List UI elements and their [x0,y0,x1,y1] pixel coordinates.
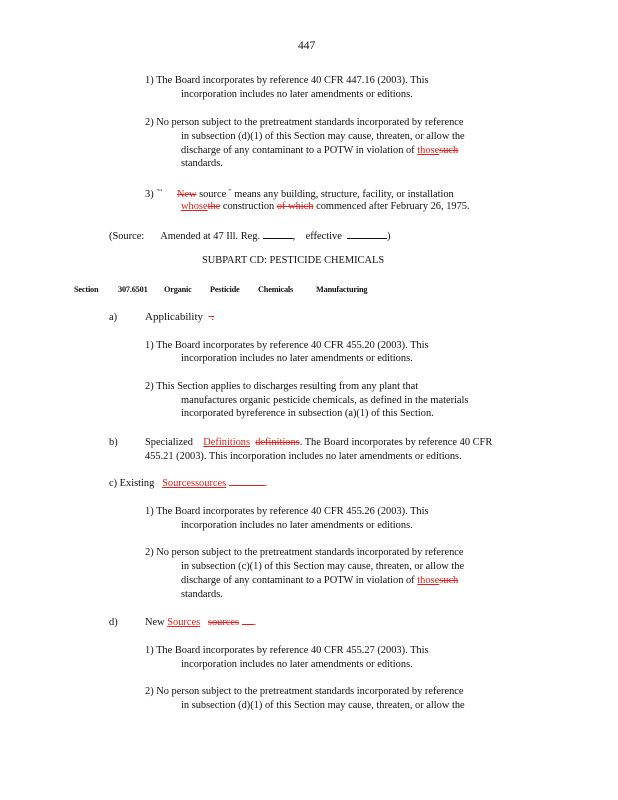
deleted-text: such [439,145,459,156]
a-p2-line2: manufactures organic pesticide chemicals, as defined in the materials [181,395,469,406]
d-marker: d) [109,617,118,628]
c-p2-line3-text: discharge of any contaminant to a POTW in violation of [181,575,418,586]
c-p1-line2: incorporation includes no later amendments or editions. [181,520,413,531]
section-number: 307.6501 [118,285,148,294]
c-p2-line1: 2) No person subject to the pretreatment standards incorporated by reference [145,547,464,558]
para2-line3-text: discharge of any contaminant to a POTW in violation of [181,145,418,156]
a-p2-line3: incorporated byreference in subsection (a)(1) of this Section. [181,408,434,419]
page-number: 447 [298,40,316,52]
deleted-text: the [207,201,221,212]
inserted-text: Definitions [203,437,251,448]
deleted-mark: . [208,311,215,323]
c-p2-line2: in subsection (c)(1) of this Section may cause, threaten, or allow the [181,561,465,572]
subpart-heading: SUBPART CD: PESTICIDE CHEMICALS [202,255,385,266]
para3-line1-a: source [196,189,229,200]
deleted-text-2: of which [276,201,314,212]
para3-number: 3) [145,189,157,200]
inserted-text: whose [181,201,208,212]
d-p2-line2: in subsection (d)(1) of this Section may cause, threaten, or allow the [181,700,465,711]
source-label: (Source: [109,231,145,242]
para3-line2 [181,200,470,213]
b-rest: . The Board incorporates by reference 40 CFR [299,437,493,448]
a-p2-line1: 2) This Section applies to discharges resulting from any plant that [145,381,419,392]
deleted-dash [229,479,265,486]
inserted-text: those [417,575,440,586]
b-marker: b) [109,437,118,448]
c-heading: c) Existing Sourcessources . [109,478,268,489]
para2-line4: standards. [181,158,223,169]
d-p1-line2: incorporation includes no later amendments or editions. [181,659,413,670]
para3-line1 [145,186,454,201]
para2-line1: 2) No person subject to the pretreatment standards incorporated by reference [145,117,464,128]
b-line2: 455.21 (2003). This incorporation includes no later amendments or editions. [145,451,462,462]
d-word: New [145,617,168,628]
source-blank-1 [263,228,293,239]
para3-line2-b: commenced after February 26, 1975. [313,201,470,212]
quote-mark-2: " [228,188,232,196]
source-blank-2 [347,228,387,239]
section-word-2: Pesticide [210,285,240,294]
b-word: Specialized [145,437,193,448]
a-marker: a) [109,312,118,323]
deleted-dash [242,618,254,625]
para3-line1-b: means any building, structure, facility, or installation [231,189,454,200]
d-p1-line1: 1) The Board incorporates by reference 40 CFR 455.27 (2003). This [145,645,429,656]
a-title-text: Applicability [145,311,204,323]
d-p2-line1: 2) No person subject to the pretreatment standards incorporated by reference [145,686,464,697]
d-heading: New Sources sources . [145,617,257,628]
section-word-1: Organic [164,285,192,294]
a-title [145,311,214,324]
deleted-text: New [176,189,197,200]
para1-line1: 1) The Board incorporates by reference 40 CFR 447.16 (2003). This [145,75,429,86]
deleted-text: sources [207,617,240,628]
c-heading-text: c) Existing [109,478,157,489]
section-word-3: Chemicals [258,285,294,294]
para2-line3 [181,144,458,157]
section-heading [74,285,98,294]
source-note: (Source: Amended at 47 Ill. Reg. , effective ) [109,228,390,243]
quote-mark: "“ [156,188,163,196]
inserted-text: those [417,145,440,156]
deleted-text: such [439,575,459,586]
source-amended: Amended at 47 Ill. Reg. [160,231,261,242]
inserted-text: Sourcessources [162,478,227,489]
a-p1-line1: 1) The Board incorporates by reference 40 CFR 455.20 (2003). This [145,340,429,351]
c-p2-line3 [181,574,458,587]
source-effective: effective [305,231,342,242]
section-word-4: Manufacturing [316,285,368,294]
para3-line2-a: construction [220,201,277,212]
inserted-text: Sources [167,617,201,628]
c-p2-line4: standards. [181,589,223,600]
para1-line2: incorporation includes no later amendments or editions. [181,89,413,100]
deleted-text: definitions [255,437,300,448]
a-p1-line2: incorporation includes no later amendments or editions. [181,353,413,364]
para2-line2: in subsection (d)(1) of this Section may cause, threaten, or allow the [181,131,465,142]
section-label: Section [74,285,99,294]
c-p1-line1: 1) The Board incorporates by reference 40 CFR 455.26 (2003). This [145,506,429,517]
b-line1 [145,436,492,449]
